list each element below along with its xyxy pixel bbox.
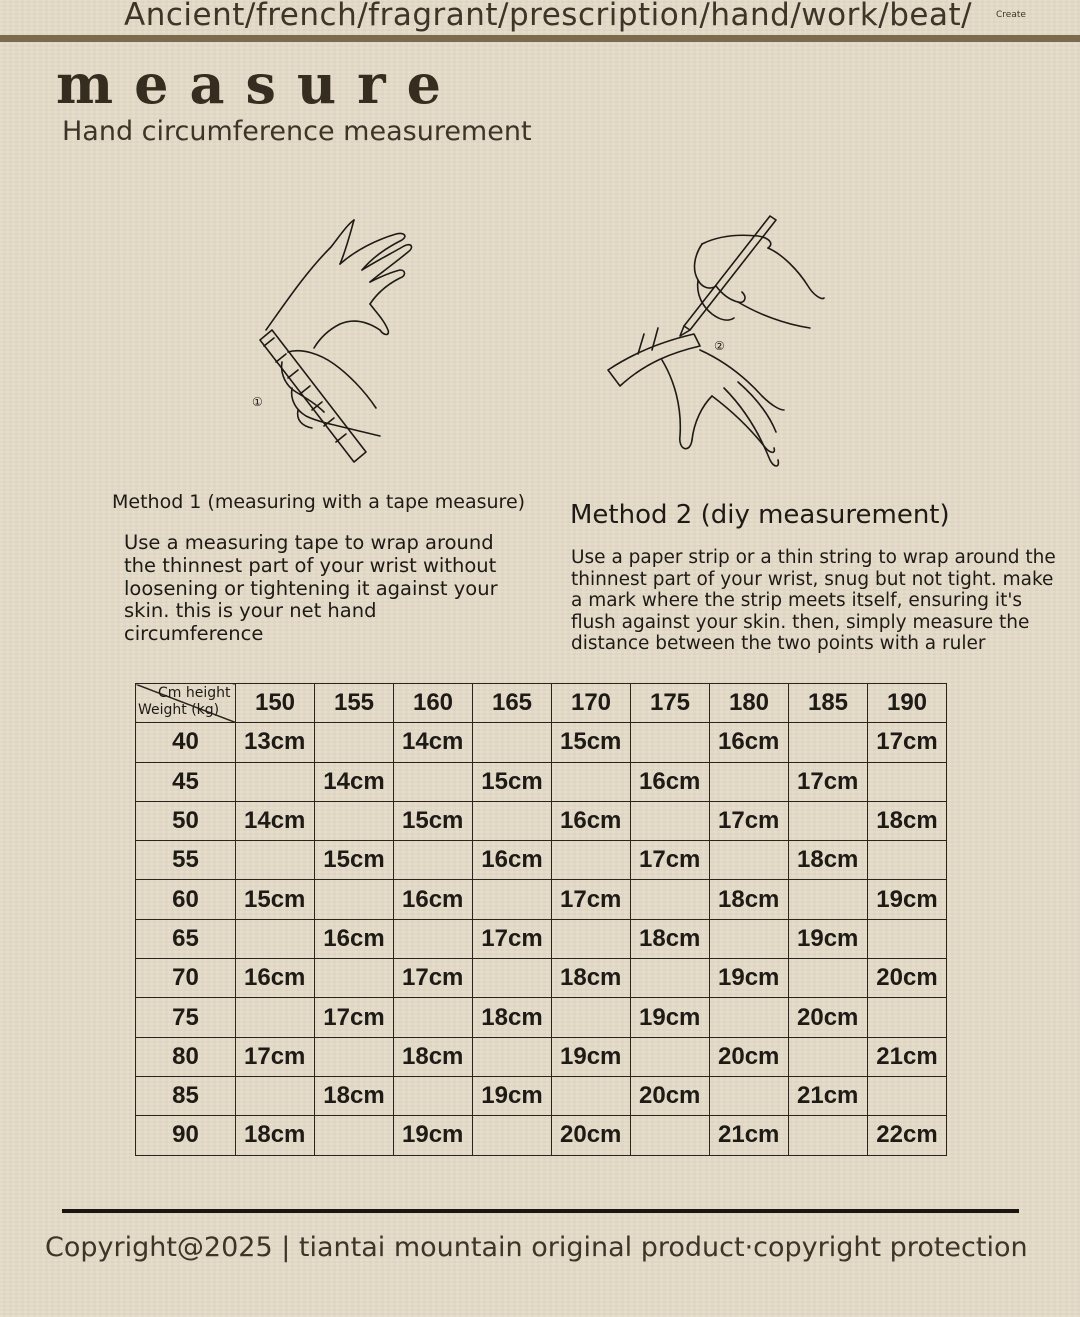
table-row [136,1037,947,1076]
size-cell: 22cm [868,1116,947,1155]
copyright-footer: Copyright@2025 | tiantai mountain original product·copyright protection [45,1232,1028,1263]
size-cell [552,1076,631,1115]
size-cell [789,959,868,998]
size-chart-table [135,683,947,1156]
size-cell: 18cm [868,801,947,840]
size-cell [473,723,552,762]
measure-heading: measure [56,52,462,116]
size-cell [631,801,710,840]
size-cell [394,919,473,958]
table-header-row [136,684,947,723]
table-row [136,1076,947,1115]
size-cell: 17cm [868,723,947,762]
size-cell [315,880,394,919]
size-cell [473,1037,552,1076]
size-cell: 19cm [789,919,868,958]
size-cell: 19cm [631,998,710,1037]
size-cell [868,998,947,1037]
size-cell [789,880,868,919]
size-cell [394,1076,473,1115]
table-row [136,762,947,801]
size-cell [789,723,868,762]
page-subtitle: Hand circumference measurement [62,116,532,147]
size-cell [236,762,315,801]
size-cell [868,841,947,880]
size-cell: 15cm [552,723,631,762]
size-cell: 16cm [710,723,789,762]
weight-cell: 75 [136,998,236,1037]
page-top-title: Ancient/french/fragrant/prescription/hand/work/beat/ [124,0,973,33]
size-cell [315,1037,394,1076]
size-cell: 17cm [631,841,710,880]
height-header-cell: 185 [789,684,868,723]
weight-cell: 40 [136,723,236,762]
table-row [136,1116,947,1155]
size-cell [631,723,710,762]
size-cell: 17cm [394,959,473,998]
size-cell [473,959,552,998]
size-cell: 21cm [868,1037,947,1076]
size-cell: 17cm [789,762,868,801]
size-cell [236,998,315,1037]
size-cell [631,1116,710,1155]
size-cell [315,959,394,998]
method2-marker: ② [714,339,725,353]
size-cell: 19cm [394,1116,473,1155]
table-row [136,880,947,919]
weight-cell: 70 [136,959,236,998]
height-header-cell: 170 [552,684,631,723]
height-header-cell: 180 [710,684,789,723]
size-cell: 18cm [236,1116,315,1155]
size-cell: 16cm [315,919,394,958]
size-cell: 18cm [473,998,552,1037]
size-cell: 19cm [710,959,789,998]
size-cell [868,1076,947,1115]
method2-description: Use a paper strip or a thin string to wrap around the thinnest part of your wrist, snug but not tight. make a mark where the strip meets itself, ensuring it's flush against your skin. then, simply measure the distance between the two points with a ruler [571,547,1056,655]
weight-cell: 80 [136,1037,236,1076]
size-cell: 18cm [631,919,710,958]
size-cell: 17cm [473,919,552,958]
size-cell: 18cm [394,1037,473,1076]
size-cell: 20cm [631,1076,710,1115]
weight-cell: 85 [136,1076,236,1115]
size-cell [631,1037,710,1076]
weight-cell: 65 [136,919,236,958]
size-cell [868,919,947,958]
weight-cell: 60 [136,880,236,919]
size-cell [552,762,631,801]
size-cell [710,998,789,1037]
size-cell: 19cm [473,1076,552,1115]
method1-title: Method 1 (measuring with a tape measure) [112,491,526,513]
size-cell [631,880,710,919]
table-row [136,998,947,1037]
top-divider [0,35,1080,42]
size-cell [394,841,473,880]
bottom-divider [62,1209,1019,1213]
height-header-cell: 175 [631,684,710,723]
corner-height-label: Cm height [158,685,231,701]
size-cell: 15cm [394,801,473,840]
table-row [136,919,947,958]
size-cell [710,762,789,801]
size-cell [236,919,315,958]
size-cell [552,919,631,958]
size-cell: 16cm [552,801,631,840]
size-cell: 18cm [552,959,631,998]
size-cell [710,919,789,958]
size-cell: 18cm [789,841,868,880]
size-cell: 16cm [473,841,552,880]
size-cell [394,998,473,1037]
size-cell [473,1116,552,1155]
table-body [136,723,947,1155]
size-cell: 16cm [236,959,315,998]
size-cell: 17cm [710,801,789,840]
size-cell [315,801,394,840]
size-cell: 17cm [236,1037,315,1076]
weight-cell: 90 [136,1116,236,1155]
size-cell: 20cm [710,1037,789,1076]
size-cell: 15cm [473,762,552,801]
method2-title: Method 2 (diy measurement) [570,500,950,530]
table-row [136,841,947,880]
method1-description: Use a measuring tape to wrap around the thinnest part of your wrist without loosening or tightening it against your skin. this is your net hand circumference [124,531,498,646]
size-cell [236,841,315,880]
height-header-cell: 190 [868,684,947,723]
size-cell: 21cm [789,1076,868,1115]
weight-cell: 45 [136,762,236,801]
size-cell [552,998,631,1037]
size-cell: 15cm [315,841,394,880]
size-cell: 19cm [868,880,947,919]
size-cell: 15cm [236,880,315,919]
table-row [136,801,947,840]
size-cell [868,762,947,801]
table-corner-cell [136,684,236,723]
size-cell: 14cm [315,762,394,801]
size-cell: 20cm [789,998,868,1037]
size-cell: 16cm [631,762,710,801]
size-cell: 21cm [710,1116,789,1155]
size-cell [710,1076,789,1115]
size-cell: 19cm [552,1037,631,1076]
method1-marker: ① [252,395,263,409]
create-label: Create [996,10,1026,20]
size-cell [789,1037,868,1076]
size-cell [789,801,868,840]
weight-cell: 50 [136,801,236,840]
size-cell [631,959,710,998]
size-cell: 17cm [552,880,631,919]
size-cell: 18cm [315,1076,394,1115]
size-cell [710,841,789,880]
size-cell [789,1116,868,1155]
size-cell: 13cm [236,723,315,762]
size-cell [473,880,552,919]
size-cell [394,762,473,801]
height-header-cell: 155 [315,684,394,723]
size-cell [552,841,631,880]
size-cell: 16cm [394,880,473,919]
tape-measure-illustration [236,212,426,474]
size-cell [315,723,394,762]
size-cell: 18cm [710,880,789,919]
height-header-cell: 150 [236,684,315,723]
size-cell: 20cm [868,959,947,998]
size-cell: 14cm [394,723,473,762]
corner-weight-label: Weight (kg) [138,702,220,718]
weight-cell: 55 [136,841,236,880]
table-row [136,723,947,762]
size-cell: 17cm [315,998,394,1037]
size-cell [315,1116,394,1155]
paper-strip-illustration [598,210,838,476]
table-row [136,959,947,998]
size-cell: 20cm [552,1116,631,1155]
size-cell [473,801,552,840]
size-cell [236,1076,315,1115]
height-header-cell: 160 [394,684,473,723]
size-cell: 14cm [236,801,315,840]
height-header-cell: 165 [473,684,552,723]
